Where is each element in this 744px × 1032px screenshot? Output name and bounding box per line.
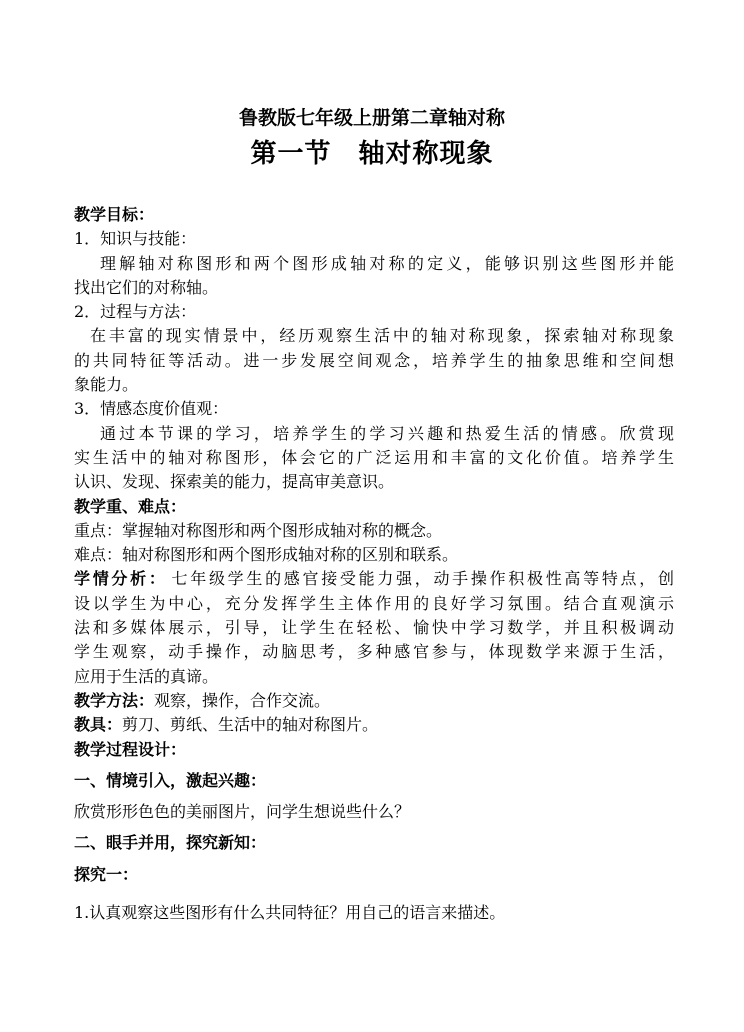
- objective-3-text: 通过本节课的学习，培养学生的学习兴趣和热爱生活的情感。欣赏现: [100, 423, 674, 443]
- keypoints-heading: 教学重、难点：: [74, 496, 187, 516]
- objective-2-text: 在丰富的现实情景中，经历观察生活中的轴对称现象，探索轴对称现象: [90, 326, 674, 346]
- difficult-point: 难点：轴对称图形和两个图形成轴对称的区别和联系。: [74, 545, 459, 565]
- method-heading: 教学方法：: [74, 690, 155, 710]
- section-2-heading: 二、眼手并用，探究新知：: [74, 833, 267, 853]
- objective-2-text-end: 象能力。: [74, 375, 139, 395]
- section-1-text: 欣赏形形色色的美丽图片，问学生想说些什么？: [74, 802, 411, 822]
- section-1-heading: 一、情境引入，激起兴趣：: [74, 770, 267, 790]
- document-body: [74, 203, 674, 925]
- objective-1-text: 理解轴对称图形和两个图形成轴对称的定义，能够识别这些图形并能: [100, 253, 674, 273]
- objective-1-label: 1．知识与技能：: [74, 229, 197, 249]
- objective-2-text-cont: 的共同特征等活动。进一步发展空间观念，培养学生的抽象思维和空间想: [74, 350, 674, 370]
- explore-question-1: 1.认真观察这些图形有什么共同特征？用自己的语言来描述。: [74, 903, 506, 923]
- analysis-text-5: 应用于生活的真谛。: [74, 666, 219, 686]
- objective-3-text-end: 认识、发现、探索美的能力，提高审美意识。: [74, 472, 395, 492]
- objective-1-text-cont: 找出它们的对称轴。: [74, 277, 219, 297]
- objective-3-text-cont: 实生活中的轴对称图形，体会它的广泛运用和丰富的文化价值。培养学生: [74, 447, 674, 467]
- analysis-text-4: 学生观察，动手操作，动脑思考，多种感官参与，体现数学来源于生活，: [74, 642, 674, 662]
- method-text: 观察，操作，合作交流。: [154, 690, 331, 710]
- tools-line: [74, 713, 674, 737]
- method-line: [74, 689, 674, 713]
- analysis-text-3: 法和多媒体展示，引导，让学生在轻松、愉快中学习数学，并且积极调动: [74, 618, 674, 638]
- section-title: 第一节 轴对称现象: [250, 139, 494, 169]
- analysis-paragraph-start: [74, 567, 674, 591]
- explore-heading: 探究一：: [74, 864, 139, 884]
- objective-3-label: 3．情感态度价值观：: [74, 399, 229, 419]
- objective-2-label: 2．过程与方法：: [74, 302, 197, 322]
- tools-heading: 教具：: [74, 715, 123, 735]
- tools-text: 剪刀、剪纸、生活中的轴对称图片。: [122, 715, 379, 735]
- process-heading: 教学过程设计：: [74, 739, 187, 759]
- key-point: 重点：掌握轴对称图形和两个图形成轴对称的概念。: [74, 520, 443, 540]
- analysis-text: 七年级学生的感官接受能力强，动手操作积极性高等特点，创: [171, 569, 674, 589]
- document-title: 鲁教版七年级上册第二章轴对称: [238, 107, 505, 129]
- analysis-heading: 学情分析：: [74, 569, 168, 589]
- analysis-text-2: 设以学生为中心，充分发挥学生主体作用的良好学习氛围。结合直观演示: [74, 593, 674, 613]
- objectives-heading: 教学目标：: [74, 205, 155, 224]
